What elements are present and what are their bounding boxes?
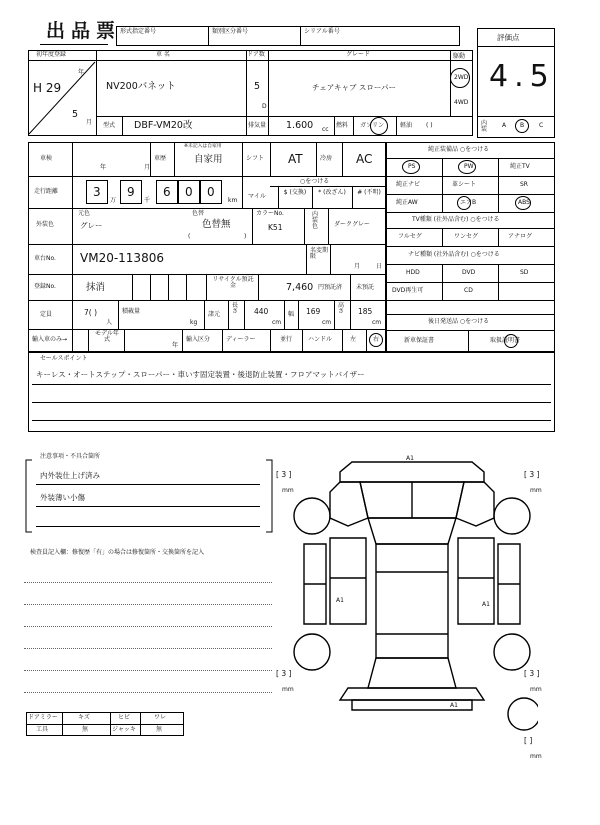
shaken-label: 車検 [40,155,53,162]
registration-value: 抹消 [86,282,106,293]
car-name: NV200バネット [106,81,176,92]
displacement-value: 1.600 [286,120,314,131]
tire-fl-mm: mm [282,487,294,494]
name-change-month: 月 [354,263,361,270]
mileage-digit-3: 6 [156,180,178,204]
acc-head-crack: ヒビ [118,714,131,721]
title-underline [40,44,108,45]
drive-2wd-circle [450,68,470,88]
color-code-label: カラーNo. [256,210,284,217]
score-label: 評価点 [497,33,520,42]
first-reg-label: 初年度登録 [36,51,67,58]
name-change-label: 名変期限 [310,247,329,260]
category-number-label: 類別区分番号 [212,28,249,35]
recycle-unpaid: 未預託 [356,284,375,291]
height-label: 高さ [338,302,345,315]
grade-label: グレード [346,51,371,58]
width-value: 169 [306,307,321,316]
acc-head-mirror: ドアミラー [28,714,58,721]
tire-rr-mm: mm [530,686,542,693]
height-unit: cm [372,319,382,326]
car-diagram [288,448,538,738]
fuel-label: 燃料 [336,122,349,129]
color-paren: ( [188,233,191,240]
equip-tv: 純正TV [510,163,530,170]
damage-mark-right: A1 [482,601,490,608]
recycle-suffix: 円預託済 [318,284,343,291]
shift-value: AT [288,152,303,166]
mileage-unit-sen: 千 [144,197,151,204]
notes-line-2: 外装薄い小傷 [40,493,85,502]
mileage-unit-man: 万 [110,197,117,204]
shift-label: シフト [246,155,265,162]
capacity-unit: 人 [106,319,113,326]
first-reg-era: H 29 [33,81,62,95]
import-category-label: 輸入区分 [186,336,211,343]
color-code-value: K51 [268,223,283,232]
ac-value: AC [356,152,373,166]
doors-value: 5 [254,81,261,92]
mileage-digit-2: 9 [120,180,142,204]
color-recolor-value: 色替無 [202,219,231,230]
equip-ps-circle [402,160,420,174]
navi-sd: SD [520,269,529,276]
shaken-year-unit: 年 [100,164,107,171]
mileage-digit-1: 3 [86,180,108,204]
later-warranty: 新車保証書 [404,337,435,344]
tv-fullseg: フルセグ [398,233,422,240]
mileage-circle-note: ○をつける [300,178,330,185]
displacement-unit: cc [322,126,329,133]
fuel-diesel: 軽油 [400,122,413,129]
model-value: DBF-VM20改 [134,120,193,131]
color-paren-close: ) [244,233,247,240]
tire-rl-mm: mm [282,686,294,693]
chassis-label: 車台No. [34,255,56,262]
later-title: 後日発送品 ○をつける [428,318,490,325]
mileage-label: 走行距離 [34,188,59,195]
tv-type-title: TV種類 (社外品含む) ○をつける [412,216,500,223]
import-parallel: 並行 [280,336,293,343]
first-reg-year-unit: 年 [78,69,85,76]
dims-label: 諸元 [208,311,221,318]
tire-rl-reading: [ 3 ] [276,669,292,678]
later-manual: 取扱説明書 [490,337,521,344]
equip-abs: ABS [518,199,530,206]
form-title: 出品票 [46,20,122,42]
length-unit: cm [272,319,282,326]
height-value: 185 [358,307,373,316]
equip-sr: SR [520,181,528,188]
displacement-label: 排気量 [248,122,267,129]
tire-spare-reading: [ ] [524,736,533,745]
mileage-opt-unknown: # (不明) [357,189,381,196]
drive-label: 駆動 [453,53,466,60]
color-change-label: 色替 [192,210,205,217]
width-unit: cm [322,319,332,326]
length-value: 440 [254,307,269,316]
drive-4wd: 4WD [454,99,469,106]
damage-mark-top: A1 [406,455,414,462]
sales-point-text: キーレス・オートステップ・スローパー・車いす固定装置・後退防止装置・フロアマットバイザー [36,370,365,379]
width-label: 幅 [288,311,295,318]
equip-leather: 革シート [452,181,477,188]
equip-pw: PW [464,163,474,170]
tv-oneseg: ワンセグ [454,233,479,240]
navi-dvd-play: DVD再生可 [392,287,424,294]
acc-head-break: ワレ [154,714,167,721]
notes-line-1: 内外装仕上げ済み [40,471,100,480]
equip-navi: 純正ナビ [396,181,421,188]
handle-label: ハンドル [308,336,333,343]
sales-point-label: セールスポイント [40,355,88,362]
navi-type-title: ナビ種類 (社外品含む) ○をつける [408,251,500,258]
mileage-digit-4: 0 [178,180,200,204]
tv-analog: アナログ [508,233,533,240]
equip-ps: PS [408,163,416,170]
name-change-day: 日 [376,263,383,270]
serial-number-label: シリアル番号 [304,28,340,35]
equip-airbag-circle [457,196,471,210]
equip-pw-circle [458,160,476,174]
recycle-value: 7,460 [286,282,314,293]
navi-cd: CD [464,287,473,294]
ac-label: 冷房 [320,155,333,162]
first-reg-month: 5 [72,109,79,120]
details-grid [28,142,386,352]
tire-rr-reading: [ 3 ] [524,669,540,678]
doors-sub: D [262,103,267,110]
handle-right: 右 [373,336,380,343]
interior-c: C [539,122,544,129]
drive-2wd: 2WD [454,74,469,81]
acc-jack-value: 無 [156,726,163,733]
handle-left: 左 [350,336,357,343]
equipment-title: 純正装備品 ○をつける [428,146,490,153]
color-orig-label: 元色 [78,210,91,217]
interior-a: A [502,122,507,129]
shaken-month-unit: 月 [144,164,151,171]
recycle-label: リサイクル預託金 [212,276,254,289]
interior-color-label: 内装色 [312,211,319,230]
handle-right-circle [369,333,383,347]
acc-tools-label: 工具 [36,726,49,733]
chassis-value: VM20-113806 [80,251,164,265]
fuel-gasoline: ガソリン [360,122,385,129]
acc-jack-label: ジャッキ [112,726,136,733]
color-orig-value: グレー [80,221,103,230]
navi-dvd: DVD [462,269,476,276]
mileage-opt-swap: $ (交換) [283,189,307,196]
interior-b: B [520,122,525,129]
navi-hdd: HDD [406,269,420,276]
load-label: 積載量 [122,308,141,315]
acc-tools-value: 無 [82,726,89,733]
score-value: 4.5 [489,59,555,94]
damage-mark-bottom: A1 [450,702,458,709]
acc-head-scratch: キズ [78,714,90,721]
capacity-value: 7( ) [84,308,98,317]
equip-aw: 純正AW [396,199,418,206]
type-note: ※未記入は自家用 [184,143,222,149]
first-reg-month-unit: 月 [86,119,93,126]
equip-abs-circle [515,196,531,210]
import-label: 輸入車のみ→ [32,336,68,343]
car-name-label: 車 名 [156,51,170,58]
mileage-digit-5: 0 [200,180,222,204]
type-value: 自家用 [194,154,223,165]
color-label: 外装色 [36,221,55,228]
fuel-other-bracket: ( ) [426,122,433,129]
model-year-unit: 年 [172,342,179,349]
tire-fr-reading: [ 3 ] [524,470,540,479]
fuel-gasoline-circle [370,117,388,135]
equip-airbag: エアB [460,199,477,206]
load-unit: kg [190,319,198,326]
tire-fl-reading: [ 3 ] [276,470,292,479]
header-id-box [116,26,460,46]
notes-label: 注意事項・不具合箇所 [40,453,101,460]
registration-label: 登録No. [34,283,56,290]
first-reg-diagonal [27,60,97,136]
model-label: 型式 [103,122,116,129]
grade-value: チェアキャブ スローパー [312,83,396,92]
type-label: 車歴 [154,155,167,162]
mileage-opt-mile: マイル [248,193,266,200]
mileage-unit-km: km [228,197,238,204]
mileage-opt-tamper: * (改ざん) [318,189,346,196]
inspector-label: 検査員記入欄：修復歴「有」の場合は修復箇所・交換箇所を記入 [30,549,205,556]
later-manual-circle [504,334,518,348]
interior-color-value: ダークグレー [334,221,371,228]
tire-fr-mm: mm [530,487,542,494]
import-dealer: ディーラー [226,336,256,343]
length-label: 長さ [232,302,239,315]
model-year-label: モデル年式 [95,330,119,343]
doors-label: ドア数 [247,51,265,58]
format-number-label: 形式指定番号 [120,28,157,35]
damage-mark-left: A1 [336,597,344,604]
interior-label: 内装 [481,120,488,133]
tire-spare-mm: mm [530,753,542,760]
interior-b-circle [515,119,529,133]
capacity-label: 定員 [40,311,53,318]
